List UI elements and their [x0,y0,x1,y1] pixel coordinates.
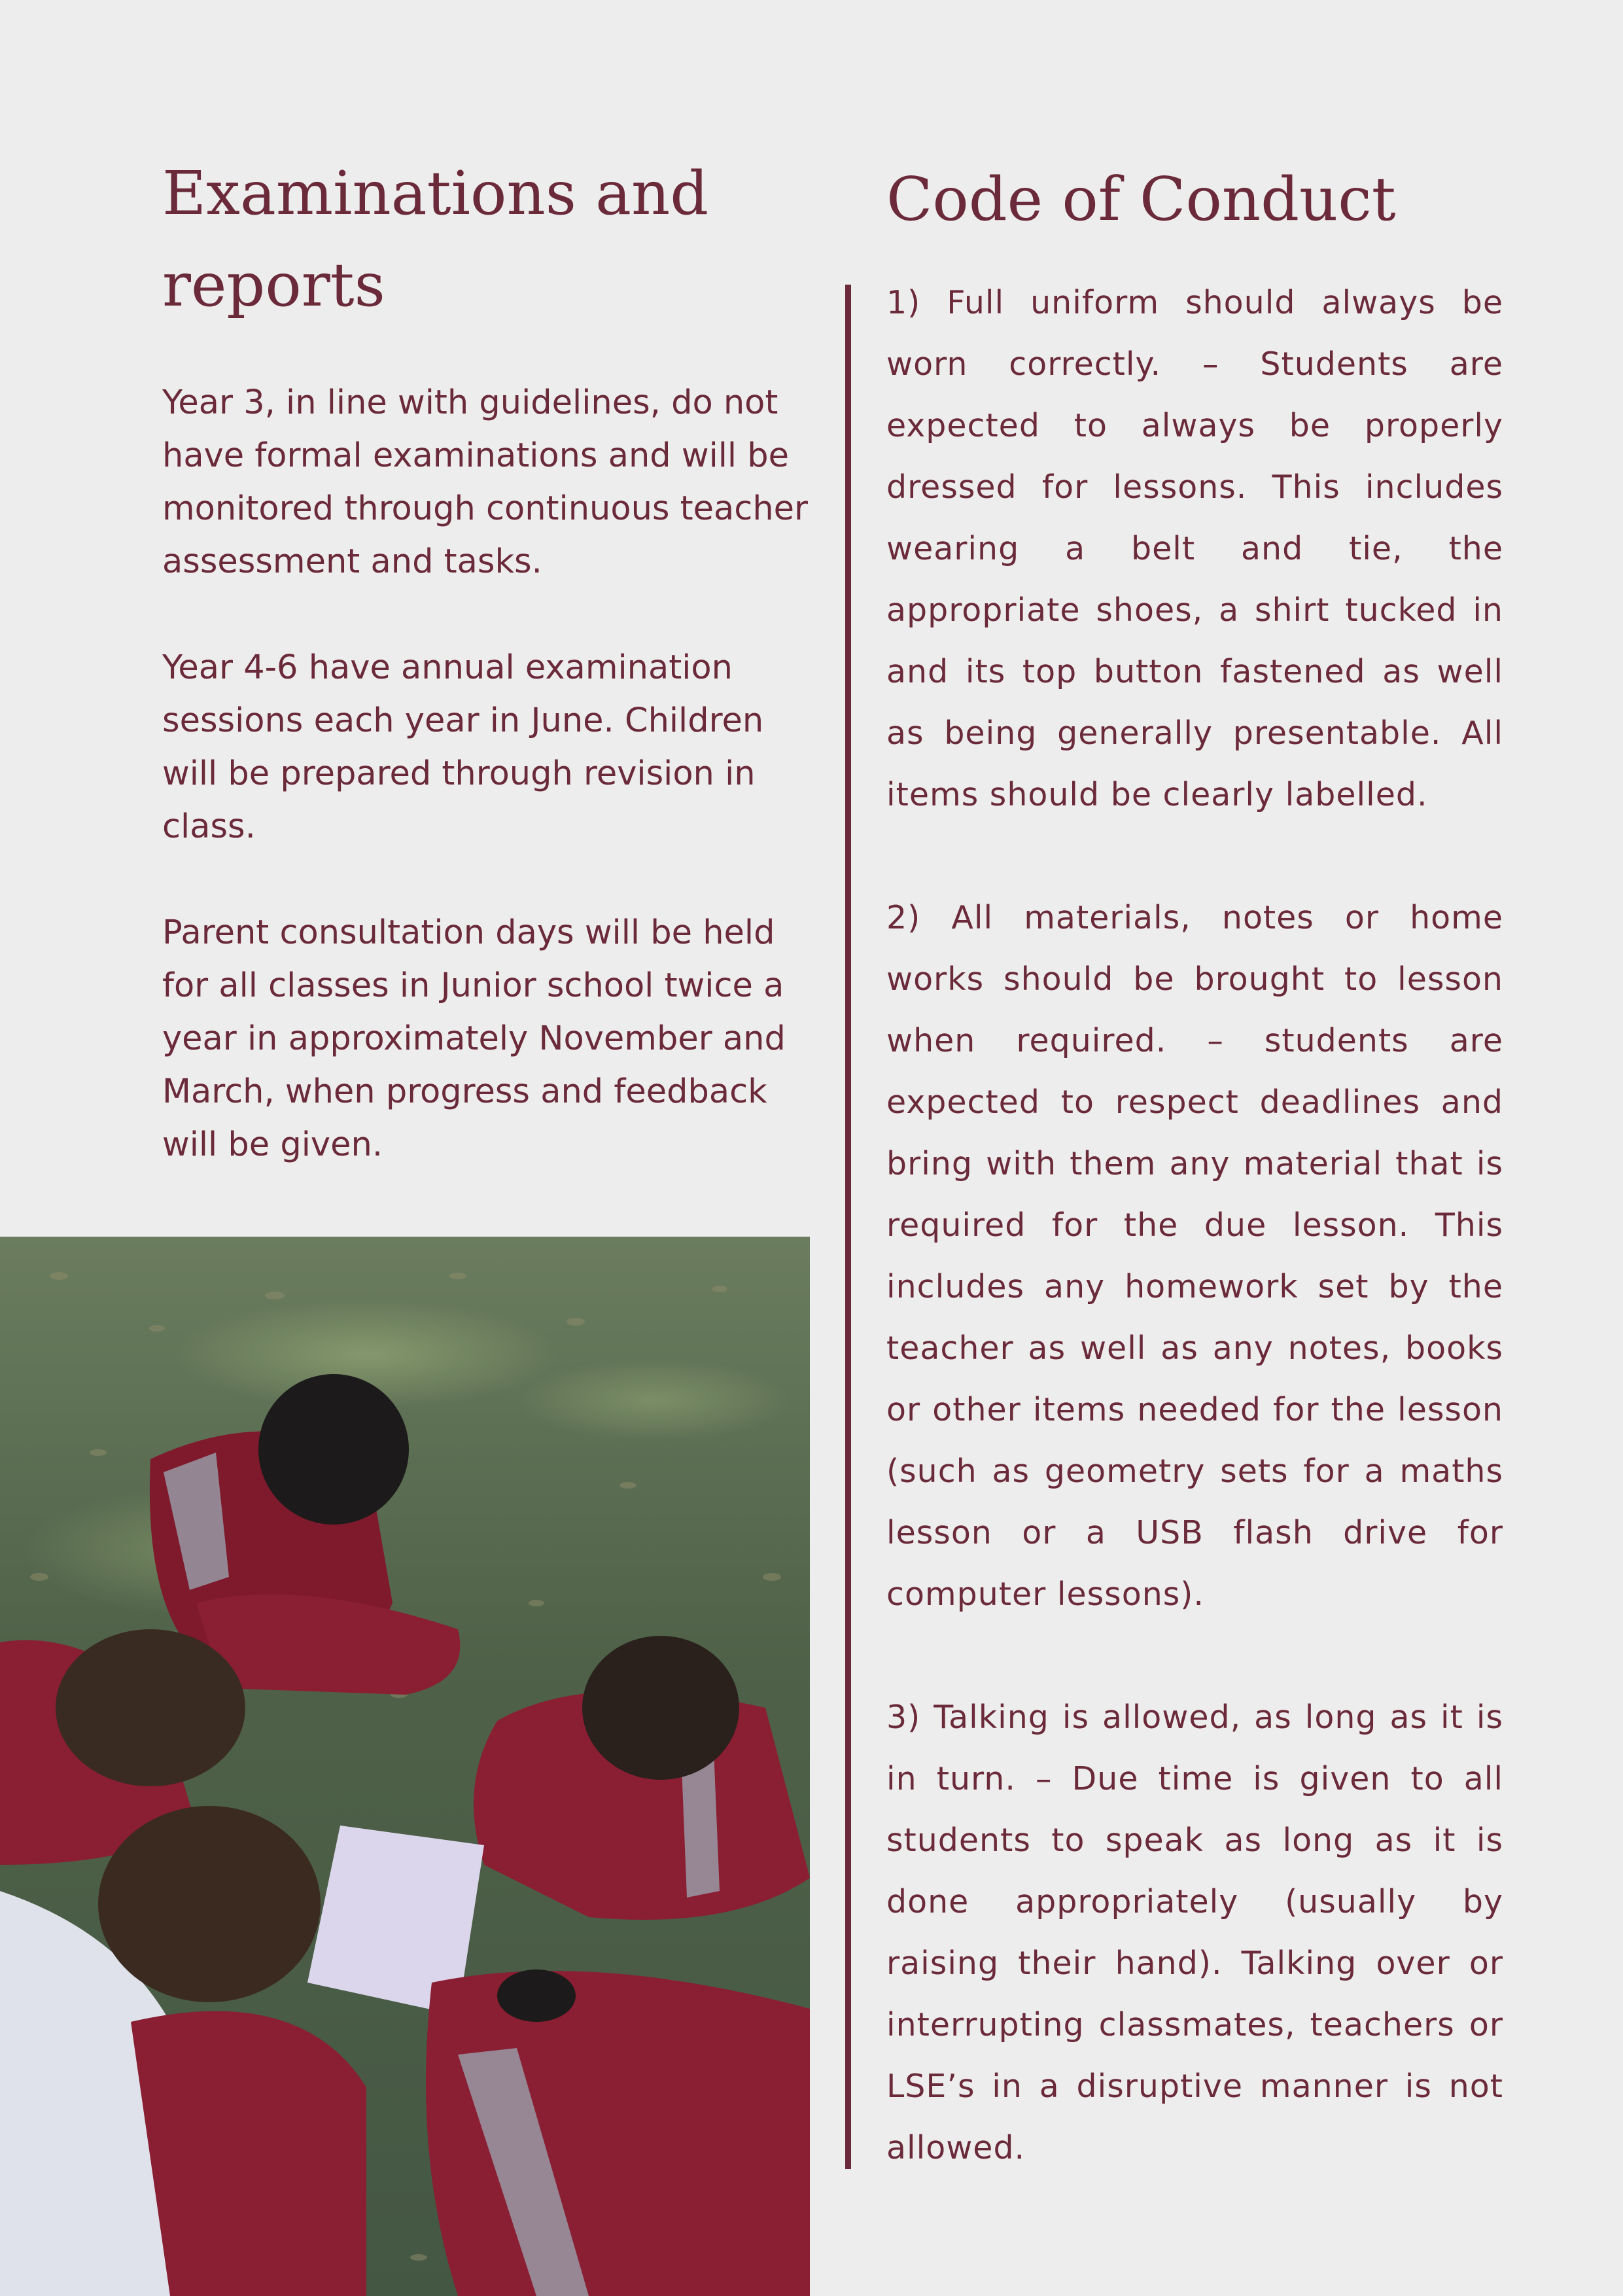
section-heading-examinations: Examinations and reports [162,158,709,320]
paragraph-year4-6: Year 4-6 have annual examination sessions each year in June. Children will be prepared through revision in class. [162,648,764,846]
students-outdoor-photo [0,1237,810,2296]
examinations-body [162,376,816,1171]
rule-materials: 2) All materials, notes or home works should be brought to lesson when required. – students are expected to respect deadlines and bring with them any material that is required for the due lesson. This includes any homework set by the teacher as well as any notes, books or other items needed for the lesson (such as geometry sets for a maths lesson or a USB flash drive for computer lessons). [886,899,1503,1613]
paragraph-year3: Year 3, in line with guidelines, do not have formal examinations and will be monitored through continuous teacher assessment and tasks. [162,383,809,581]
code-of-conduct-body [886,272,1503,2179]
column-divider [845,285,851,2169]
rule-uniform: 1) Full uniform should always be worn correctly. – Students are expected to always be properly dressed for lessons. This includes wearing a belt and tie, the appropriate shoes, a shirt tucked in and its top button fastened as well as being generally presentable. All items should be clearly labelled. [886,284,1503,813]
rule-talking: 3) Talking is allowed, as long as it is in turn. – Due time is given to all students to speak as long as it is done appropriately (usually by raising their hand). Talking over or interrupting classmates, teachers or LSE’s in a disruptive manner is not allowed. [886,1699,1503,2166]
photo-illustration [0,1237,810,2296]
paragraph-parent-consultation: Parent consultation days will be held for all classes in Junior school twice a year in approximately November and March, when progress and feedback will be given. [162,913,786,1164]
section-heading-code-of-conduct: Code of Conduct [886,164,1396,234]
